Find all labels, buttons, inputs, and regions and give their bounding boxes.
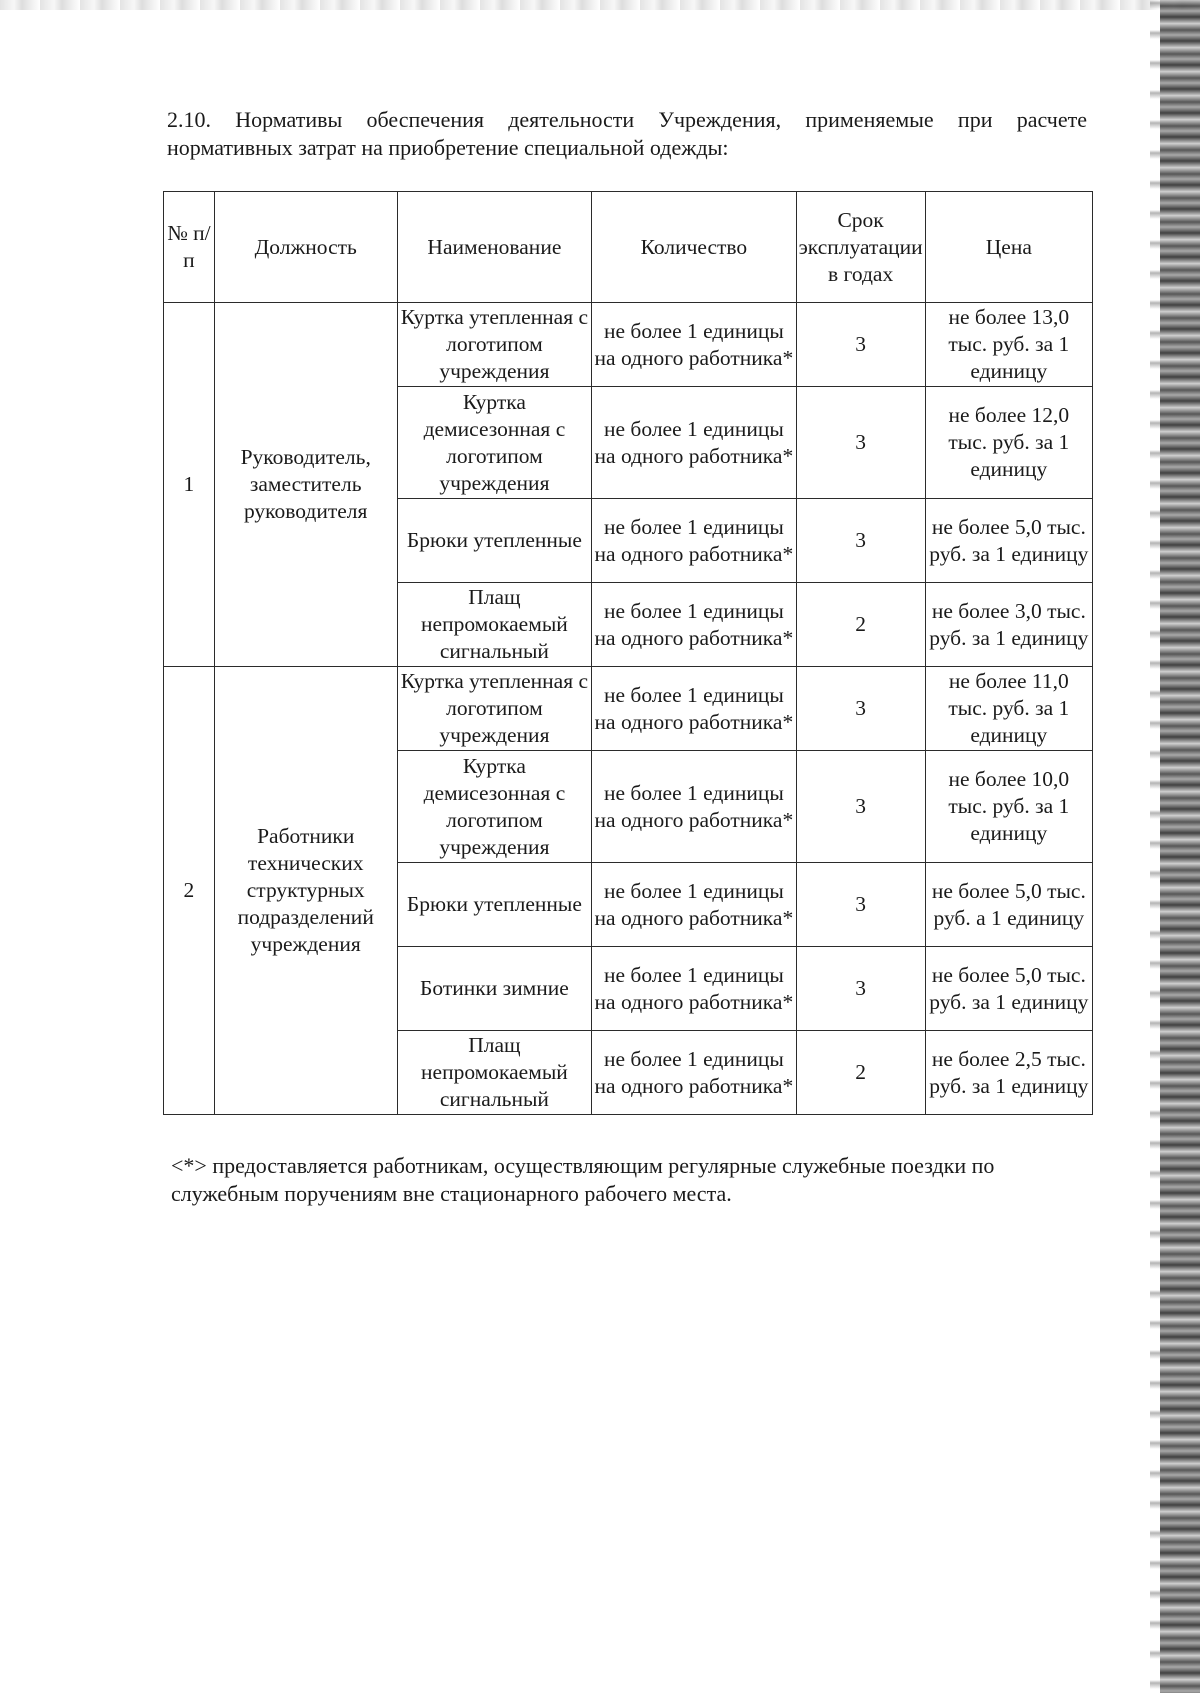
item-name-cell: Плащ непромокаемый сигнальный: [397, 583, 592, 667]
header-term: Срок эксплуатации в годах: [796, 192, 925, 303]
item-term-cell: 3: [796, 751, 925, 863]
item-name-cell: Куртка демисезонная с логотипом учреждения: [397, 387, 592, 499]
item-term-cell: 3: [796, 499, 925, 583]
item-quantity-cell: не более 1 единицы на одного работника*: [592, 387, 796, 499]
item-name-cell: Плащ непромокаемый сигнальный: [397, 1031, 592, 1115]
item-name-cell: Брюки утепленные: [397, 863, 592, 947]
group-position-cell: Руководитель, заместитель руководителя: [214, 303, 397, 667]
item-term-cell: 3: [796, 667, 925, 751]
item-term-cell: 2: [796, 583, 925, 667]
item-price-cell: не более 5,0 тыс. руб. за 1 единицу: [925, 499, 1092, 583]
item-price-cell: не более 12,0 тыс. руб. за 1 единицу: [925, 387, 1092, 499]
item-term-cell: 3: [796, 303, 925, 387]
item-price-cell: не более 5,0 тыс. руб. за 1 единицу: [925, 947, 1092, 1031]
item-term-cell: 3: [796, 947, 925, 1031]
group-num-cell: 2: [164, 667, 215, 1115]
item-quantity-cell: не более 1 единицы на одного работника*: [592, 1031, 796, 1115]
header-quantity: Количество: [592, 192, 796, 303]
item-quantity-cell: не более 1 единицы на одного работника*: [592, 863, 796, 947]
item-name-cell: Куртка утепленная с логотипом учреждения: [397, 303, 592, 387]
item-quantity-cell: не более 1 единицы на одного работника*: [592, 583, 796, 667]
item-name-cell: Ботинки зимние: [397, 947, 592, 1031]
item-quantity-cell: не более 1 единицы на одного работника*: [592, 667, 796, 751]
item-name-cell: Куртка демисезонная с логотипом учреждения: [397, 751, 592, 863]
group-num-cell: 1: [164, 303, 215, 667]
special-clothing-norms-table: [163, 191, 1093, 1115]
item-price-cell: не более 3,0 тыс. руб. за 1 единицу: [925, 583, 1092, 667]
item-price-cell: не более 11,0 тыс. руб. за 1 единицу: [925, 667, 1092, 751]
item-quantity-cell: не более 1 единицы на одного работника*: [592, 751, 796, 863]
header-name: Наименование: [397, 192, 592, 303]
header-position: Должность: [214, 192, 397, 303]
header-num: № п/п: [164, 192, 215, 303]
item-quantity-cell: не более 1 единицы на одного работника*: [592, 947, 796, 1031]
item-price-cell: не более 13,0 тыс. руб. за 1 единицу: [925, 303, 1092, 387]
item-term-cell: 3: [796, 387, 925, 499]
table-header-row: [164, 192, 1093, 303]
header-price: Цена: [925, 192, 1092, 303]
item-quantity-cell: не более 1 единицы на одного работника*: [592, 303, 796, 387]
item-price-cell: не более 2,5 тыс. руб. за 1 единицу: [925, 1031, 1092, 1115]
group-position-cell: Работники технических структурных подразделений учреждения: [214, 667, 397, 1115]
item-price-cell: не более 10,0 тыс. руб. за 1 единицу: [925, 751, 1092, 863]
table-row: [164, 667, 1093, 751]
item-term-cell: 2: [796, 1031, 925, 1115]
item-name-cell: Брюки утепленные: [397, 499, 592, 583]
table-row: [164, 303, 1093, 387]
item-name-cell: Куртка утепленная с логотипом учреждения: [397, 667, 592, 751]
footnote: <*> предоставляется работникам, осуществляющим регулярные служебные поездки по служебным поручениям вне стационарного рабочего места.: [171, 1153, 995, 1206]
intro-paragraph: 2.10. Нормативы обеспечения деятельности Учреждения, применяемые при расчете нормативных затрат на приобретение специальной одежды:: [167, 107, 1087, 160]
item-quantity-cell: не более 1 единицы на одного работника*: [592, 499, 796, 583]
scan-edge-right: [1160, 0, 1200, 1693]
item-price-cell: не более 5,0 тыс. руб. а 1 единицу: [925, 863, 1092, 947]
scan-edge-top: [0, 0, 1200, 10]
item-term-cell: 3: [796, 863, 925, 947]
